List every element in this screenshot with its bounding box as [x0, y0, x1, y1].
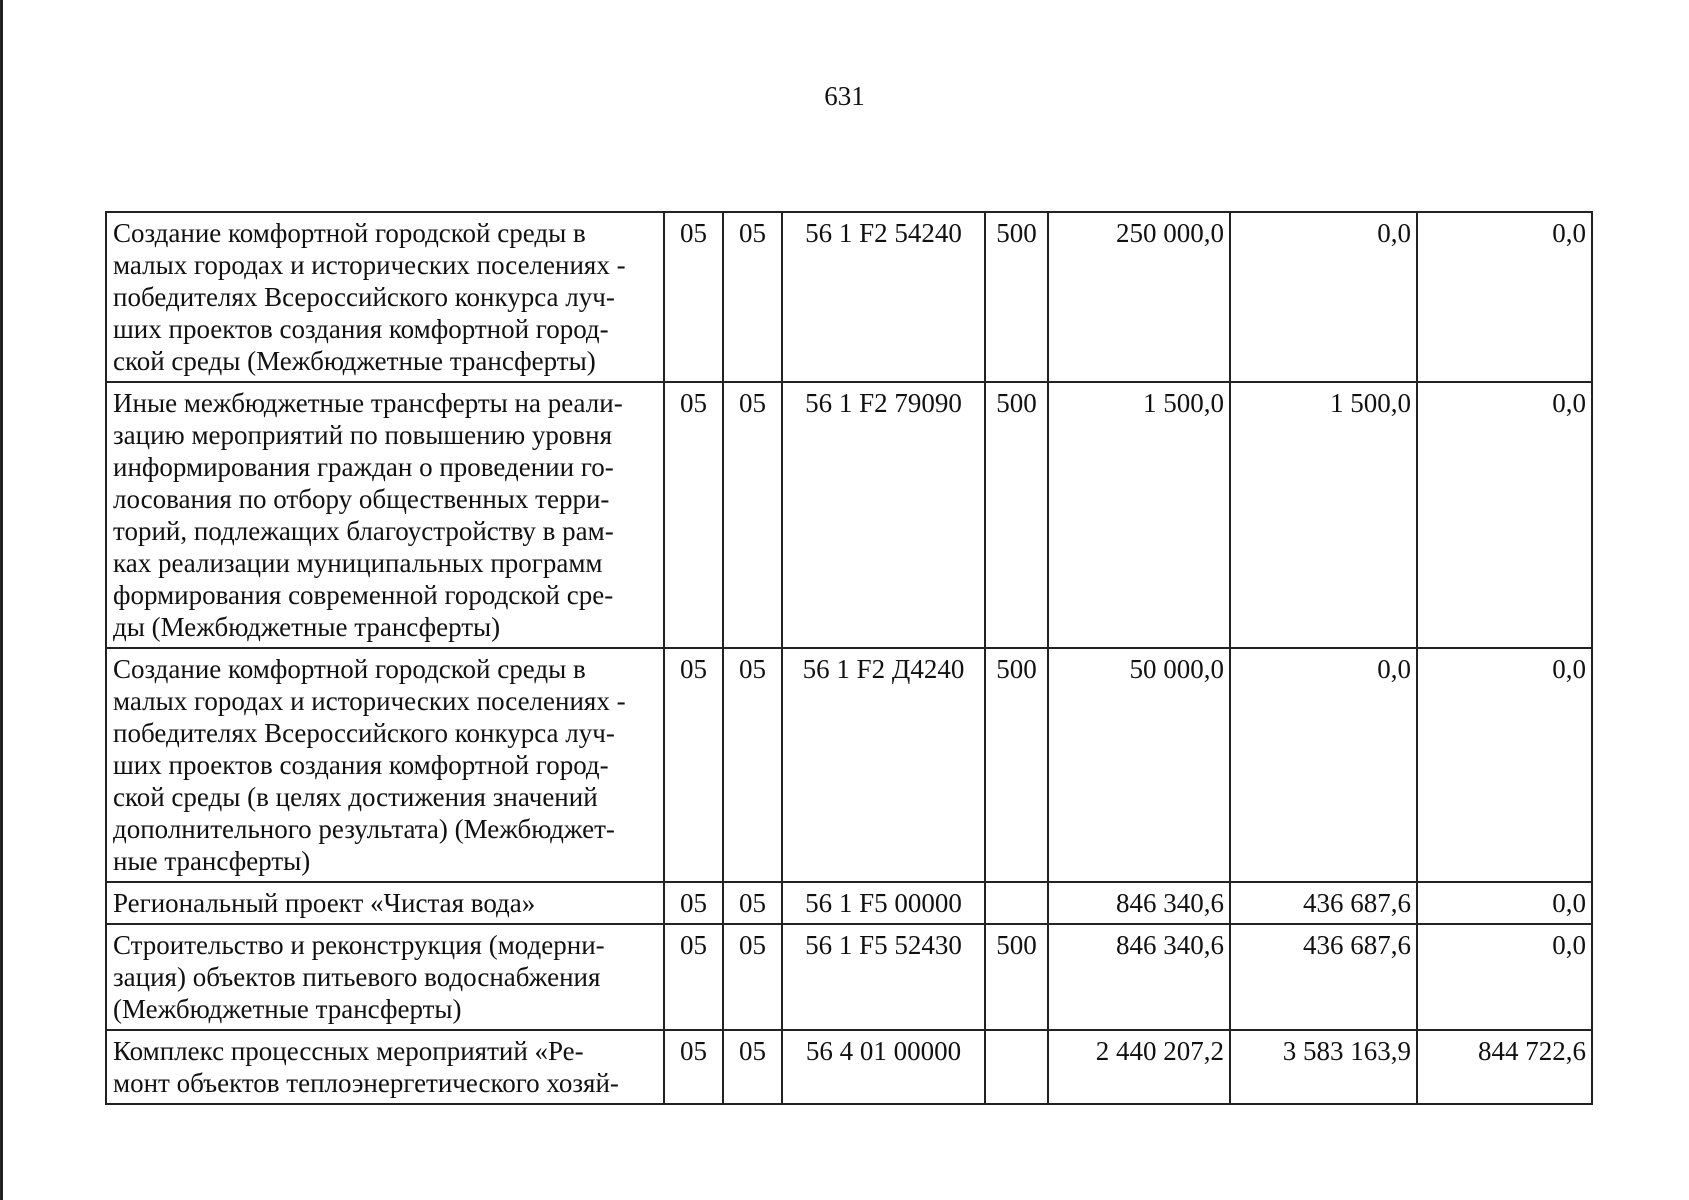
row-name: Создание комфортной городской среды в малых городах и исторических поселениях - победителях Всероссийского конкурса луч- ших проектов создания комфортной город- ской среды (Межбюджетные трансферты): [106, 212, 664, 382]
row-subsection: 05: [723, 1030, 782, 1104]
table-row: [106, 1030, 1592, 1104]
row-name: Строительство и реконструкция (модерни- зация) объектов питьевого водоснабжения (Межбюджетные трансферты): [106, 924, 664, 1030]
row-sum-2: 436 687,6: [1230, 882, 1417, 924]
row-subsection: 05: [723, 924, 782, 1030]
row-subsection: 05: [723, 882, 782, 924]
table-row: [106, 648, 1592, 882]
row-section: 05: [664, 1030, 723, 1104]
row-target-article: 56 1 F2 79090: [782, 382, 985, 648]
table-row: [106, 882, 1592, 924]
table-row: [106, 924, 1592, 1030]
row-sum-2: 0,0: [1230, 212, 1417, 382]
row-section: 05: [664, 382, 723, 648]
row-sum-3: 0,0: [1417, 212, 1592, 382]
row-expense-type: 500: [985, 382, 1048, 648]
row-subsection: 05: [723, 212, 782, 382]
row-subsection: 05: [723, 648, 782, 882]
row-subsection: 05: [723, 382, 782, 648]
row-sum-1: 1 500,0: [1048, 382, 1230, 648]
row-target-article: 56 1 F2 Д4240: [782, 648, 985, 882]
row-expense-type: 500: [985, 212, 1048, 382]
row-sum-1: 846 340,6: [1048, 924, 1230, 1030]
row-expense-type: [985, 882, 1048, 924]
row-target-article: 56 1 F5 00000: [782, 882, 985, 924]
row-expense-type: 500: [985, 648, 1048, 882]
row-section: 05: [664, 924, 723, 1030]
row-name: Создание комфортной городской среды в малых городах и исторических поселениях - победителях Всероссийского конкурса луч- ших проектов создания комфортной город- ской среды (в целях достижения значений дополнительного результата) (Межбюджет- ные трансферты): [106, 648, 664, 882]
row-target-article: 56 1 F5 52430: [782, 924, 985, 1030]
row-sum-3: 844 722,6: [1417, 1030, 1592, 1104]
row-sum-3: 0,0: [1417, 882, 1592, 924]
row-sum-2: 0,0: [1230, 648, 1417, 882]
row-sum-2: 3 583 163,9: [1230, 1030, 1417, 1104]
row-name: Региональный проект «Чистая вода»: [106, 882, 664, 924]
row-sum-2: 1 500,0: [1230, 382, 1417, 648]
row-expense-type: 500: [985, 924, 1048, 1030]
row-target-article: 56 1 F2 54240: [782, 212, 985, 382]
budget-table: [105, 211, 1593, 1105]
table-row: [106, 382, 1592, 648]
row-sum-3: 0,0: [1417, 648, 1592, 882]
row-name: Иные межбюджетные трансферты на реали- зацию мероприятий по повышению уровня информирования граждан о проведении го- лосования по отбору общественных терри- торий, подлежащих благоустройству в рам- ках реализации муниципальных программ формирования современной городской сре- ды (Межбюджетные трансферты): [106, 382, 664, 648]
row-sum-1: 50 000,0: [1048, 648, 1230, 882]
row-section: 05: [664, 648, 723, 882]
row-target-article: 56 4 01 00000: [782, 1030, 985, 1104]
row-sum-1: 846 340,6: [1048, 882, 1230, 924]
row-sum-1: 2 440 207,2: [1048, 1030, 1230, 1104]
row-section: 05: [664, 212, 723, 382]
row-sum-1: 250 000,0: [1048, 212, 1230, 382]
row-name: Комплекс процессных мероприятий «Ре- монт объектов теплоэнергетического хозяй-: [106, 1030, 664, 1104]
scan-edge: [0, 0, 3, 1200]
row-sum-2: 436 687,6: [1230, 924, 1417, 1030]
page-number: 631: [824, 81, 865, 111]
row-sum-3: 0,0: [1417, 924, 1592, 1030]
row-expense-type: [985, 1030, 1048, 1104]
table-row: [106, 212, 1592, 382]
row-section: 05: [664, 882, 723, 924]
row-sum-3: 0,0: [1417, 382, 1592, 648]
